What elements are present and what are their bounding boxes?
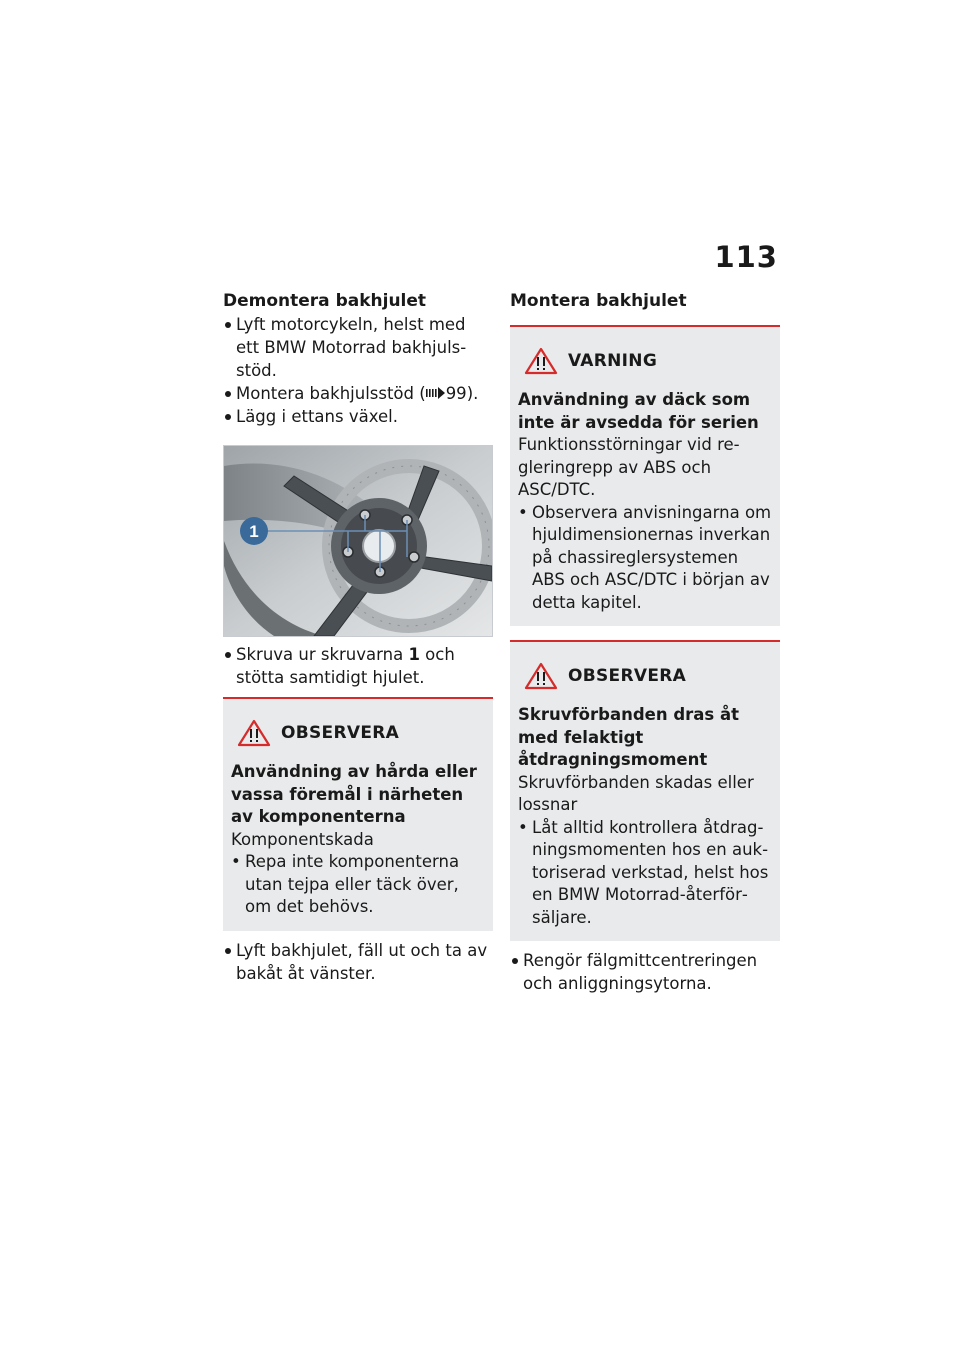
step-mount-stand	[223, 382, 493, 405]
section-heading-remove-rear-wheel: Demontera bakhjulet	[223, 291, 427, 311]
warning-triangle-icon	[524, 347, 558, 375]
right-column	[510, 290, 780, 995]
step-lift-motorcycle: Lyft motorcykeln, helst med ett BMW Motorrad bakhjulsstöd.	[223, 313, 493, 382]
left-column	[223, 290, 493, 985]
notice-bullet: • Låt alltid kontrollera åtdragningsmomenten hos en auktoriserad verkstad, helst hos en BMW Motorrad-återförsäljare.	[518, 817, 772, 930]
warning-text: Funktionsstörningar vid regleringrepp av ABS och ASC/DTC.	[518, 435, 740, 499]
warning-title: VARNING	[568, 351, 658, 371]
notice-subtitle: Skruvförbanden dras åt med felaktigt åtdragningsmoment	[518, 705, 740, 769]
figure-callout-1: 1	[249, 522, 259, 541]
notice-text: Komponentskada	[231, 829, 374, 849]
step-remove-bolts-text-b: och stötta samtidigt hjulet.	[236, 645, 455, 687]
notice-text: Skruvförbanden skadas eller lossnar	[518, 772, 754, 814]
step-first-gear: Lägg i ettans växel.	[223, 405, 493, 428]
step-remove-bolts	[223, 643, 493, 689]
step-remove-bolts-callout: 1	[408, 645, 420, 664]
page-reference-arrow-icon	[426, 383, 446, 397]
notice-subtitle: Användning av hårda eller vassa föremål i närheten av komponenterna	[231, 762, 477, 826]
step-remove-bolts-text-a: Skruva ur skruvarna	[236, 645, 409, 664]
page-number: 113	[714, 240, 778, 274]
step-lift-wheel-out: Lyft bakhjulet, fäll ut och ta av bakåt åt vänster.	[223, 939, 493, 985]
warning-bullet: • Observera anvisningarna om hjuldimensionernas inverkan på chassireglersystemen ABS och ASC/DTC i början av detta kapitel.	[518, 502, 772, 615]
warning-subtitle: Användning av däck som inte är avsedda för serien	[518, 390, 759, 432]
step-clean-rim-centering: Rengör fälgmittcentreringen och anliggningsytorna.	[510, 949, 780, 995]
notice-bullet: • Repa inte komponenterna utan tejpa eller täck över, om det behövs.	[231, 851, 485, 919]
warning-triangle-icon	[237, 719, 271, 747]
rear-wheel-figure	[223, 445, 493, 637]
warning-box-tires	[510, 325, 780, 626]
notice-title: OBSERVERA	[281, 723, 400, 743]
step-mount-stand-text: Montera bakhjulsstöd (	[236, 384, 426, 403]
notice-box-hard-objects	[223, 697, 493, 931]
notice-title: OBSERVERA	[568, 666, 687, 686]
page-reference-suffix: ).	[466, 384, 479, 403]
page-reference-number: 99	[445, 384, 467, 403]
warning-triangle-icon	[524, 662, 558, 690]
notice-box-torque	[510, 640, 780, 941]
section-heading-install-rear-wheel: Montera bakhjulet	[510, 291, 687, 311]
